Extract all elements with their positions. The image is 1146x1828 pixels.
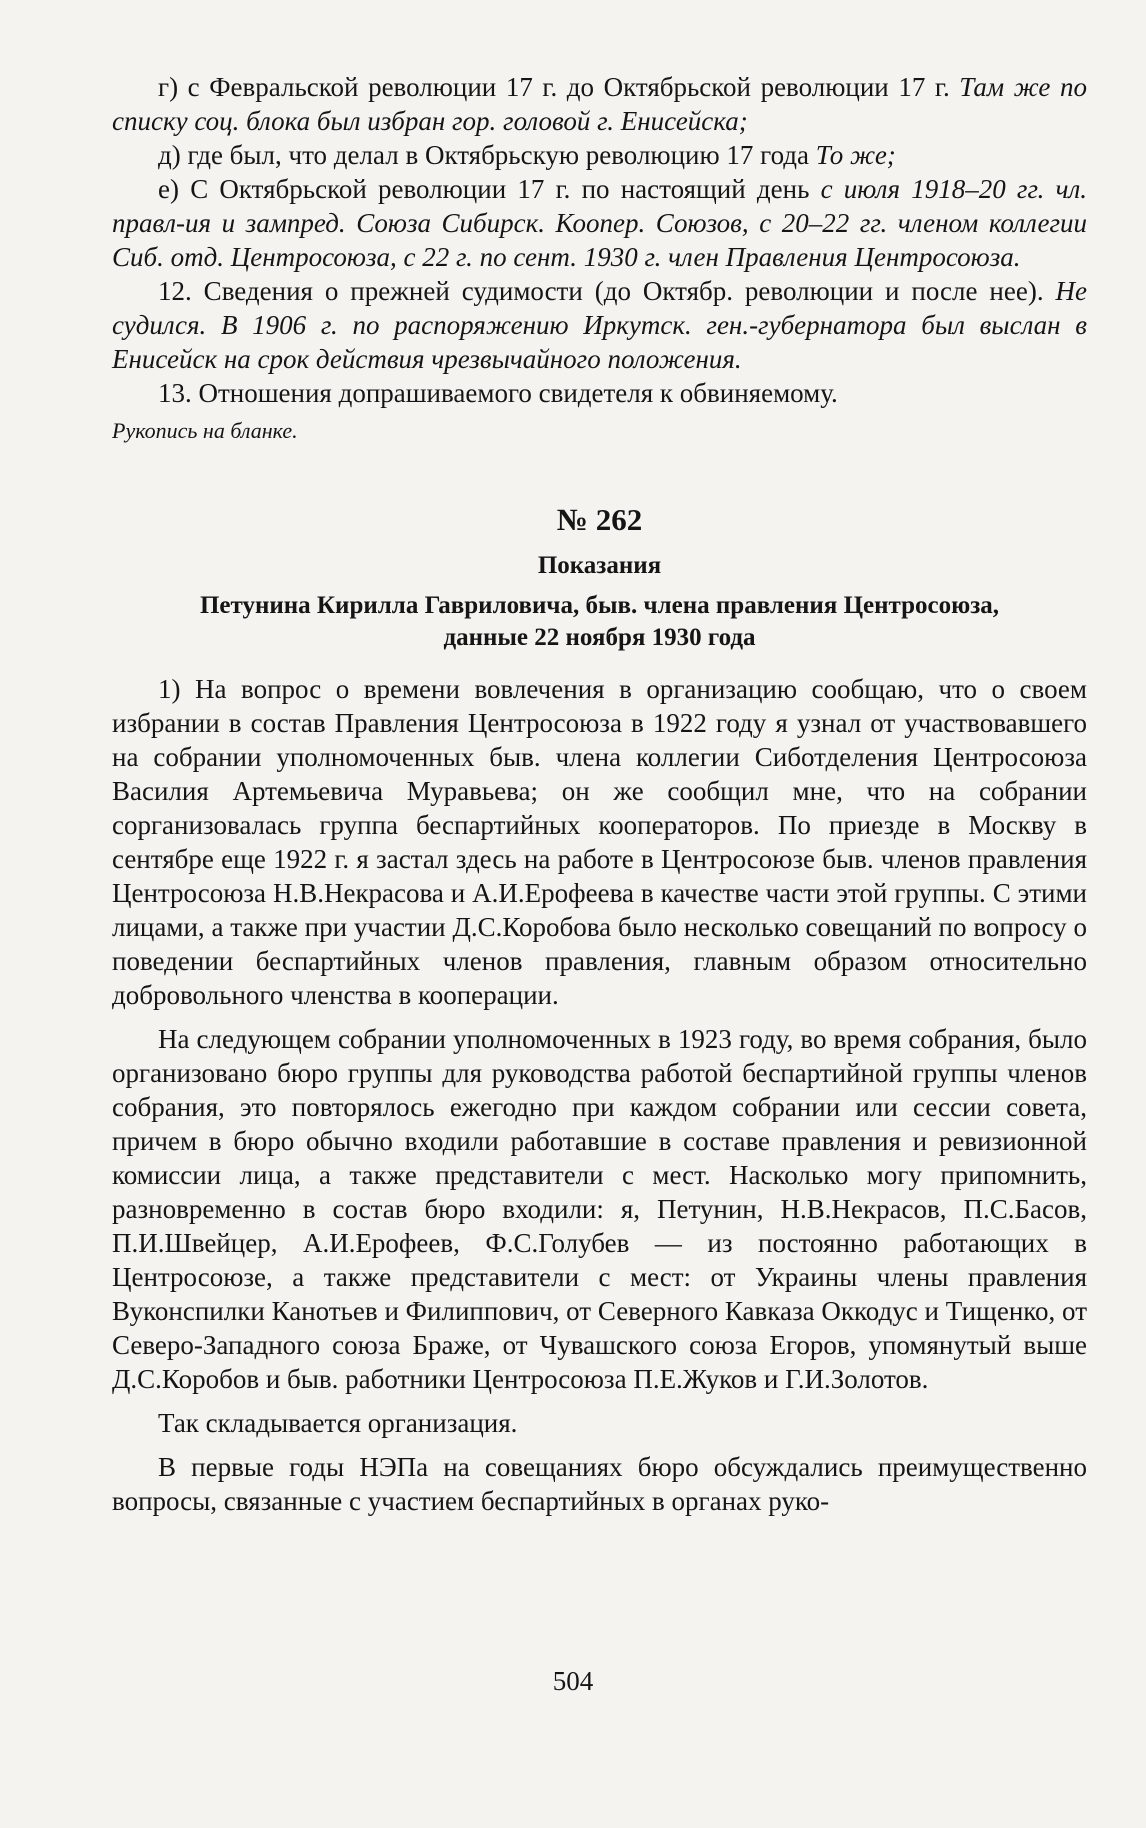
archival-note: Рукопись на бланке. bbox=[112, 418, 298, 443]
document-number: № 262 bbox=[556, 502, 643, 537]
page-content bbox=[112, 70, 1087, 1518]
document-title-line2: данные 22 ноября 1930 года bbox=[443, 624, 756, 651]
document-title-line1: Петунина Кирилла Гавриловича, быв. члена правления Центросоюза, bbox=[199, 592, 1000, 619]
page-number: 504 bbox=[552, 1666, 594, 1696]
body-paragraph: Так складывается организация. bbox=[158, 1408, 518, 1438]
item-13: 13. Отношения допрашиваемого свидетеля к обвиняемому. bbox=[158, 378, 838, 408]
document-type: Показания bbox=[537, 552, 662, 579]
item-d: д) где был, что делал в Октябрьскую революцию 17 года То же; bbox=[158, 140, 896, 170]
item-e: е) С Октябрьской революции 17 г. по настоящий день с июля 1918–20 гг. чл. правл-ия и зампред. Союза Сибирск. Коопер. Союзов, с 20–22 гг. членом коллегии Сиб. отд. Центросоюза, с 22 г. по сент. 1930 г. член Правления Центросоюза. bbox=[112, 174, 1087, 272]
document-title bbox=[112, 590, 1087, 654]
body-paragraph: На следующем собрании уполномоченных в 1923 году, во время собрания, было организовано бюро группы для руководства работой беспартийной группы членов собрания, это повторялось ежегодно при каждом собрании или сессии совета, причем в бюро обычно входили работавшие в составе правления и ревизионной комиссии лица, а также представители с мест. Насколько могу припомнить, разновременно в состав бюро входили: я, Петунин, Н.В.Некрасов, П.С.Басов, П.И.Швейцер, А.И.Ерофеев, Ф.С.Голубев — из постоянно работающих в Центросоюзе, а также представители с мест: от Украины члены правления Вуконспилки Канотьев и Филиппович, от Северного Кавказа Оккодус и Тищенко, от Северо-Западного союза Браже, от Чувашского союза Егоров, упомянутый выше Д.С.Коробов и быв. работники Центросоюза П.Е.Жуков и Г.И.Золотов. bbox=[112, 1024, 1087, 1394]
body-paragraph: 1) На вопрос о времени вовлечения в организацию сообщаю, что о своем избрании в состав Правления Центросоюза в 1922 году я узнал от участвовавшего на собрании уполномоченных быв. члена коллегии Сиботделения Центросоюза Василия Артемьевича Муравьева; он же сообщил мне, что на собрании сорганизовалась группа беспартийных кооператоров. По приезде в Москву в сентябре еще 1922 г. я застал здесь на работе в Центросоюзе быв. членов правления Центросоюза Н.В.Некрасова и А.И.Ерофеева в качестве части этой группы. С этими лицами, а также при участии Д.С.Коробова было несколько совещаний по вопросу о поведении беспартийных членов правления, главным образом относительно добровольного членства в кооперации. bbox=[112, 674, 1087, 1010]
body-paragraph: В первые годы НЭПа на совещаниях бюро обсуждались преимущественно вопросы, связанные с участием беспартийных в органах руко- bbox=[112, 1452, 1087, 1516]
item-g: г) с Февральской революции 17 г. до Октябрьской революции 17 г. Там же по списку соц. блока был избран гор. головой г. Енисейска; bbox=[112, 72, 1087, 136]
item-12: 12. Сведения о прежней судимости (до Октябр. революции и после нее). Не судился. В 1906 г. по распоряжению Иркутск. ген.-губернатора был выслан в Енисейск на срок действия чрезвычайного положения. bbox=[112, 276, 1087, 374]
